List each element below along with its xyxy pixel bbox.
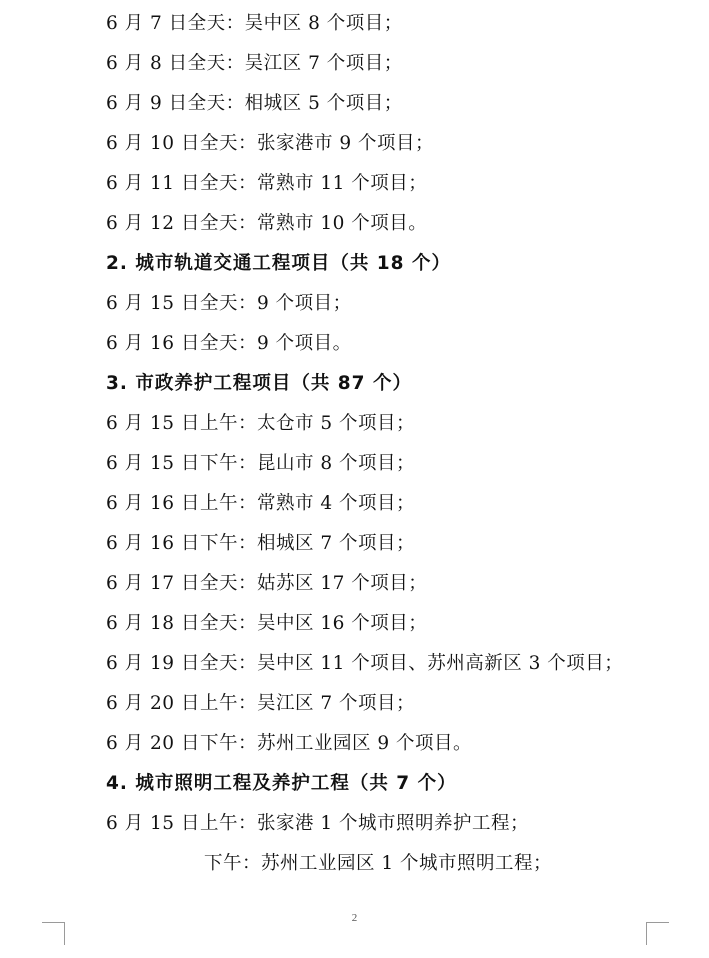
document-body: [106, 4, 686, 884]
schedule-line: 6 月 9 日全天：相城区 5 个项目；: [106, 93, 403, 114]
section-heading-rail-transit: 2. 城市轨道交通工程项目（共 18 个）: [106, 253, 451, 274]
schedule-line: 6 月 10 日全天：张家港市 9 个项目；: [106, 133, 434, 154]
schedule-line: 6 月 12 日全天：常熟市 10 个项目。: [106, 213, 428, 234]
schedule-line: 6 月 17 日全天：姑苏区 17 个项目；: [106, 573, 428, 594]
schedule-line: 6 月 20 日下午：苏州工业园区 9 个项目。: [106, 733, 472, 754]
schedule-line: 6 月 11 日全天：常熟市 11 个项目；: [106, 173, 428, 194]
schedule-line: 6 月 16 日上午：常熟市 4 个项目；: [106, 493, 415, 514]
schedule-line: 6 月 16 日下午：相城区 7 个项目；: [106, 533, 415, 554]
schedule-line: 6 月 16 日全天：9 个项目。: [106, 333, 352, 354]
schedule-line: 6 月 18 日全天：吴中区 16 个项目；: [106, 613, 428, 634]
schedule-line: 6 月 20 日上午：吴江区 7 个项目；: [106, 693, 415, 714]
schedule-line: 下午：苏州工业园区 1 个城市照明工程；: [204, 853, 553, 874]
schedule-line: 6 月 15 日上午：太仓市 5 个项目；: [106, 413, 415, 434]
crop-mark-bottom-left: [42, 922, 65, 945]
schedule-line: 6 月 15 日上午：张家港 1 个城市照明养护工程；: [106, 813, 529, 834]
schedule-line: 6 月 7 日全天：吴中区 8 个项目；: [106, 13, 403, 34]
schedule-line: 6 月 15 日下午：昆山市 8 个项目；: [106, 453, 415, 474]
schedule-line: 6 月 15 日全天：9 个项目；: [106, 293, 352, 314]
schedule-line: 6 月 19 日全天：吴中区 11 个项目、苏州高新区 3 个项目；: [106, 653, 624, 674]
section-heading-street-lighting: 4. 城市照明工程及养护工程（共 7 个）: [106, 773, 457, 794]
section-heading-municipal-maintenance: 3. 市政养护工程项目（共 87 个）: [106, 373, 412, 394]
page-number: 2: [351, 912, 358, 924]
crop-mark-bottom-right: [646, 922, 669, 945]
schedule-line: 6 月 8 日全天：吴江区 7 个项目；: [106, 53, 403, 74]
